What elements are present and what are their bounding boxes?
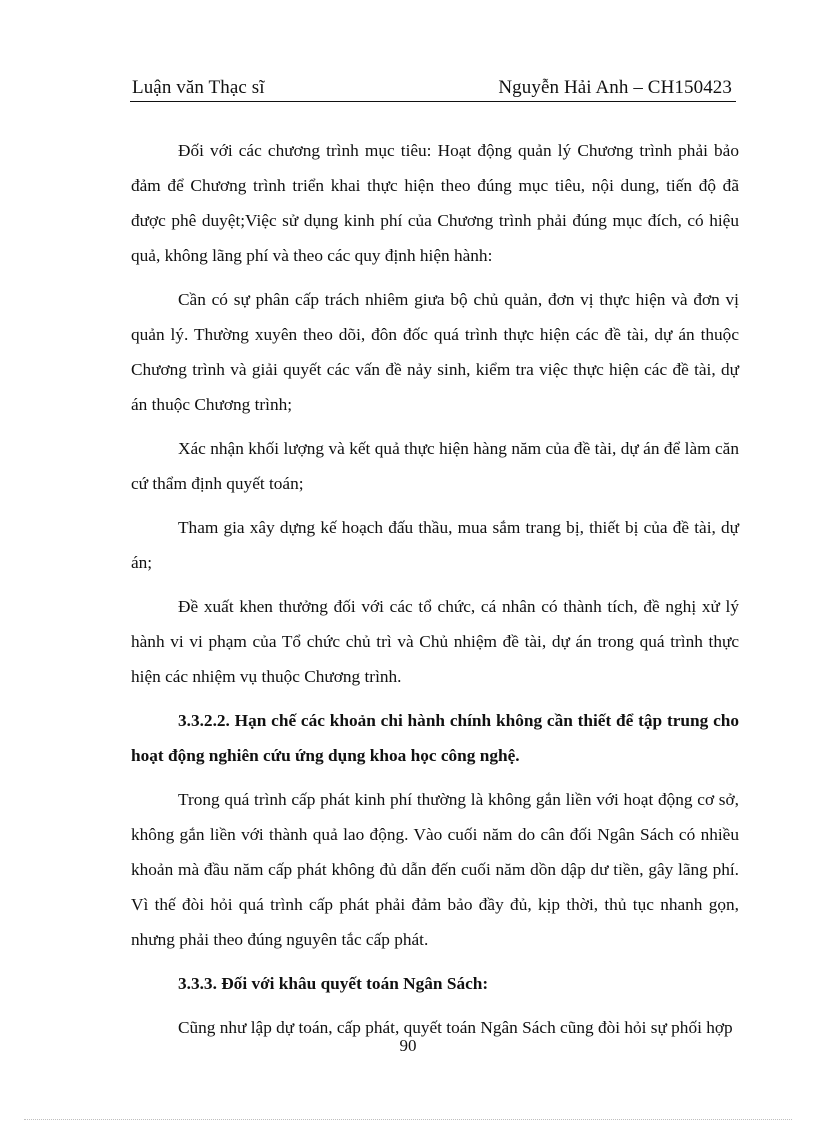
paragraph: Trong quá trình cấp phát kinh phí thường là không gắn liền với hoạt động cơ sở, không gắn liền với thành quả lao động. Vào cuối năm do cân đối Ngân Sách có nhiều khoản mà đầu năm cấp phát không đủ dẫn đến cuối năm dồn dập dư tiền, gây lãng phí. Vì thế đòi hỏi quá trình cấp phát phải đảm bảo đầy đủ, kịp thời, thủ tục nhanh gọn, nhưng phải theo đúng nguyên tắc cấp phát. [131, 790, 739, 949]
body-text [131, 133, 739, 1054]
paragraph: Cần có sự phân cấp trách nhiêm giưa bộ chủ quản, đơn vị thực hiện và đơn vị quản lý. Thường xuyên theo dõi, đôn đốc quá trình thực hiện các đề tài, dự án thuộc Chương trình và giải quyết các vấn đề nảy sinh, kiểm tra việc thực hiện các đề tài, dự án thuộc Chương trình; [131, 290, 739, 414]
page-header [132, 71, 732, 99]
page-bottom-divider [24, 1119, 792, 1120]
header-author: Nguyễn Hải Anh – CH150423 [498, 77, 732, 98]
paragraph: Đối với các chương trình mục tiêu: Hoạt động quản lý Chương trình phải bảo đảm để Chương trình triển khai thực hiện theo đúng mục tiêu, nội dung, tiến độ đã được phê duyệt;Việc sử dụng kinh phí của Chương trình phải đúng mục đích, có hiệu quả, không lãng phí và theo các quy định hiện hành: [131, 141, 739, 265]
paragraph: Tham gia xây dựng kế hoạch đấu thầu, mua sắm trang bị, thiết bị của đề tài, dự án; [131, 518, 739, 572]
paragraph: Đề xuất khen thưởng đối với các tổ chức, cá nhân có thành tích, đề nghị xử lý hành vi vi phạm của Tổ chức chủ trì và Chủ nhiệm đề tài, dự án trong quá trình thực hiện các nhiệm vụ thuộc Chương trình. [131, 597, 739, 686]
paragraph: Xác nhận khối lượng và kết quả thực hiện hàng năm của đề tài, dự án để làm căn cứ thẩm định quyết toán; [131, 439, 739, 493]
header-rule [130, 101, 736, 102]
paragraph: Cũng như lập dự toán, cấp phát, quyết toán Ngân Sách cũng đòi hỏi sự phối hợp [178, 1018, 733, 1037]
section-heading: 3.3.2.2. Hạn chế các khoản chi hành chính không cần thiết để tập trung cho hoạt động nghiên cứu ứng dụng khoa học công nghệ. [131, 711, 739, 765]
page-number: 90 [399, 1036, 417, 1055]
header-thesis-type: Luận văn Thạc sĩ [132, 77, 265, 98]
section-heading: 3.3.3. Đối với khâu quyết toán Ngân Sách: [178, 974, 489, 993]
